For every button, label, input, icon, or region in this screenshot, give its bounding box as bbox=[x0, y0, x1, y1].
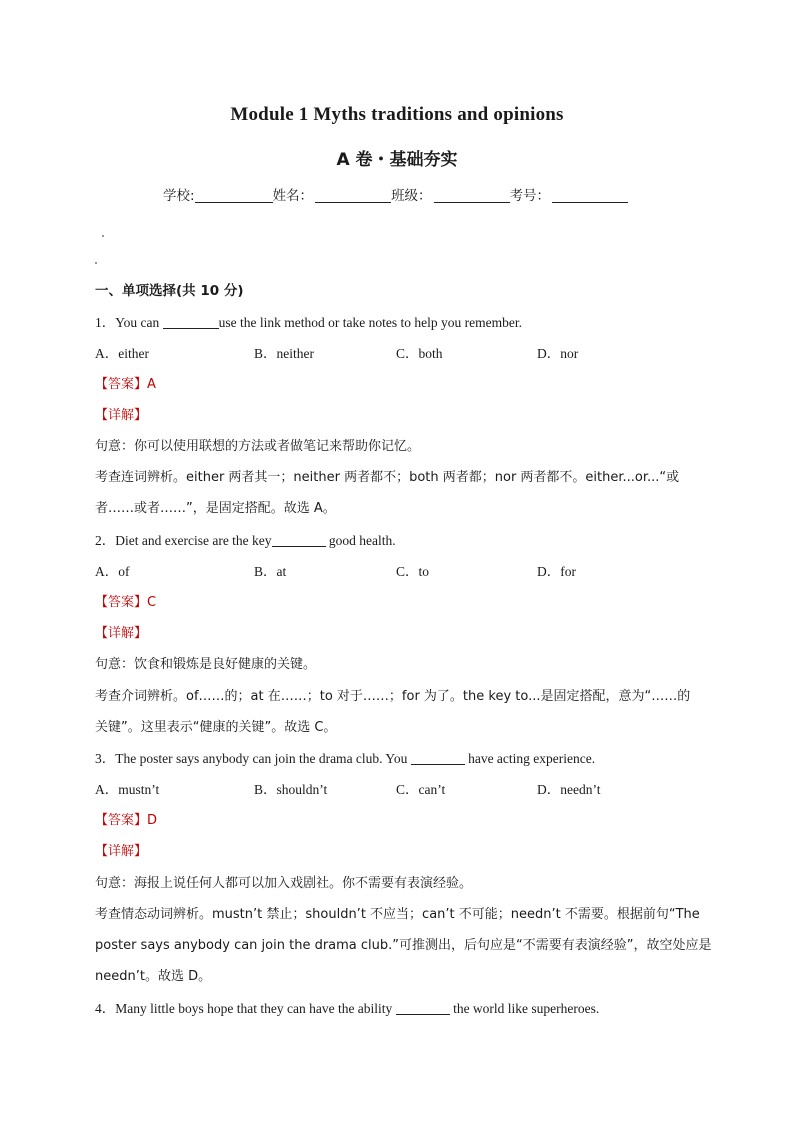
question-2-stem bbox=[95, 529, 396, 549]
question-3-stem-pre: 3．The poster says anybody can join the drama club. You bbox=[95, 751, 411, 766]
page-subtitle: A 卷・基础夯实 bbox=[336, 150, 458, 170]
question-1-blank bbox=[163, 316, 219, 329]
question-2-analysis-1: 考查介词辨析。of……的；at 在……；to 对于……；for 为了。the key to...是固定搭配，意为“……的 bbox=[95, 689, 691, 704]
page-title: Module 1 Myths traditions and opinions bbox=[230, 104, 564, 125]
section-heading: 一、单项选择(共 10 分) bbox=[95, 283, 244, 299]
paragraph-mark bbox=[102, 235, 104, 237]
name-field[interactable] bbox=[315, 188, 391, 203]
exam-no-label: 考号： bbox=[509, 188, 551, 204]
question-2-answer bbox=[95, 591, 156, 610]
school-label: 学校: bbox=[163, 188, 195, 204]
class-label: 班级： bbox=[391, 188, 432, 204]
question-2-blank bbox=[272, 534, 326, 547]
question-1-analysis-2: 者……或者……”，是固定搭配。故选 A。 bbox=[95, 501, 336, 516]
question-4-stem-post: the world like superheroes. bbox=[449, 1001, 600, 1016]
question-1-option-d: D．nor bbox=[537, 346, 579, 361]
answer-label: 【答案】 bbox=[95, 813, 148, 828]
question-2-stem-pre: 2．Diet and exercise are the key bbox=[95, 533, 272, 548]
question-3-blank bbox=[411, 752, 465, 765]
question-1-stem-post: use the link method or take notes to help you remember. bbox=[218, 315, 522, 330]
school-field[interactable] bbox=[195, 188, 273, 203]
question-4-stem-pre: 4．Many little boys hope that they can have the ability bbox=[95, 1001, 396, 1016]
question-2-detail-label: 【详解】 bbox=[95, 626, 148, 641]
question-1-option-c: C．both bbox=[396, 346, 443, 361]
answer-value: A bbox=[147, 377, 156, 392]
answer-label: 【答案】 bbox=[95, 377, 148, 392]
question-2-analysis-2: 关键”。这里表示“健康的关键”。故选 C。 bbox=[95, 720, 337, 735]
question-3-meaning: 句意：海报上说任何人都可以加入戏剧社。你不需要有表演经验。 bbox=[95, 876, 473, 891]
question-4-stem bbox=[95, 997, 599, 1017]
question-1-stem bbox=[95, 311, 522, 331]
question-1-option-a: A．either bbox=[95, 346, 149, 361]
question-2-stem-post: good health. bbox=[325, 533, 396, 548]
question-3-stem-post: have acting experience. bbox=[464, 751, 596, 766]
paragraph-mark bbox=[95, 262, 97, 264]
question-1-meaning: 句意：你可以使用联想的方法或者做笔记来帮助你记忆。 bbox=[95, 439, 421, 454]
exam-no-field[interactable] bbox=[552, 188, 628, 203]
answer-value: C bbox=[147, 595, 157, 610]
question-1-stem-pre: 1．You can bbox=[95, 315, 163, 330]
question-1-detail-label: 【详解】 bbox=[95, 408, 148, 423]
question-3-stem bbox=[95, 747, 595, 767]
question-1-answer bbox=[95, 373, 156, 392]
question-3-analysis-3: needn’t。故选 D。 bbox=[95, 969, 212, 984]
answer-value: D bbox=[147, 813, 158, 828]
answer-label: 【答案】 bbox=[95, 595, 148, 610]
question-3-analysis-1: 考查情态动词辨析。mustn’t 禁止；shouldn’t 不应当；can’t 不可能；needn’t 不需要。根据前句“The bbox=[95, 907, 700, 922]
question-3-option-d: D．needn’t bbox=[537, 782, 601, 797]
question-3-answer bbox=[95, 809, 157, 828]
question-3-analysis-2: poster says anybody can join the drama club.”可推测出，后句应是“不需要有表演经验”，故空处应是 bbox=[95, 938, 712, 953]
question-4-blank bbox=[396, 1002, 450, 1015]
question-3-detail-label: 【详解】 bbox=[95, 844, 148, 859]
class-field[interactable] bbox=[434, 188, 510, 203]
name-label: 姓名： bbox=[272, 188, 314, 204]
question-1-option-b: B．neither bbox=[254, 346, 314, 361]
question-2-option-c: C．to bbox=[396, 564, 430, 579]
student-info-line bbox=[163, 184, 628, 204]
question-2-option-b: B．at bbox=[254, 564, 287, 579]
question-2-meaning: 句意：饮食和锻炼是良好健康的关键。 bbox=[95, 657, 317, 672]
question-3-option-b: B．shouldn’t bbox=[254, 782, 328, 797]
question-1-analysis-1: 考查连词辨析。either 两者其一；neither 两者都不；both 两者都；nor 两者都不。either...or...“或 bbox=[95, 470, 680, 485]
question-3-option-a: A．mustn’t bbox=[95, 782, 160, 797]
question-3-option-c: C．can’t bbox=[396, 782, 446, 797]
question-2-option-d: D．for bbox=[537, 564, 576, 579]
question-2-option-a: A．of bbox=[95, 564, 130, 579]
